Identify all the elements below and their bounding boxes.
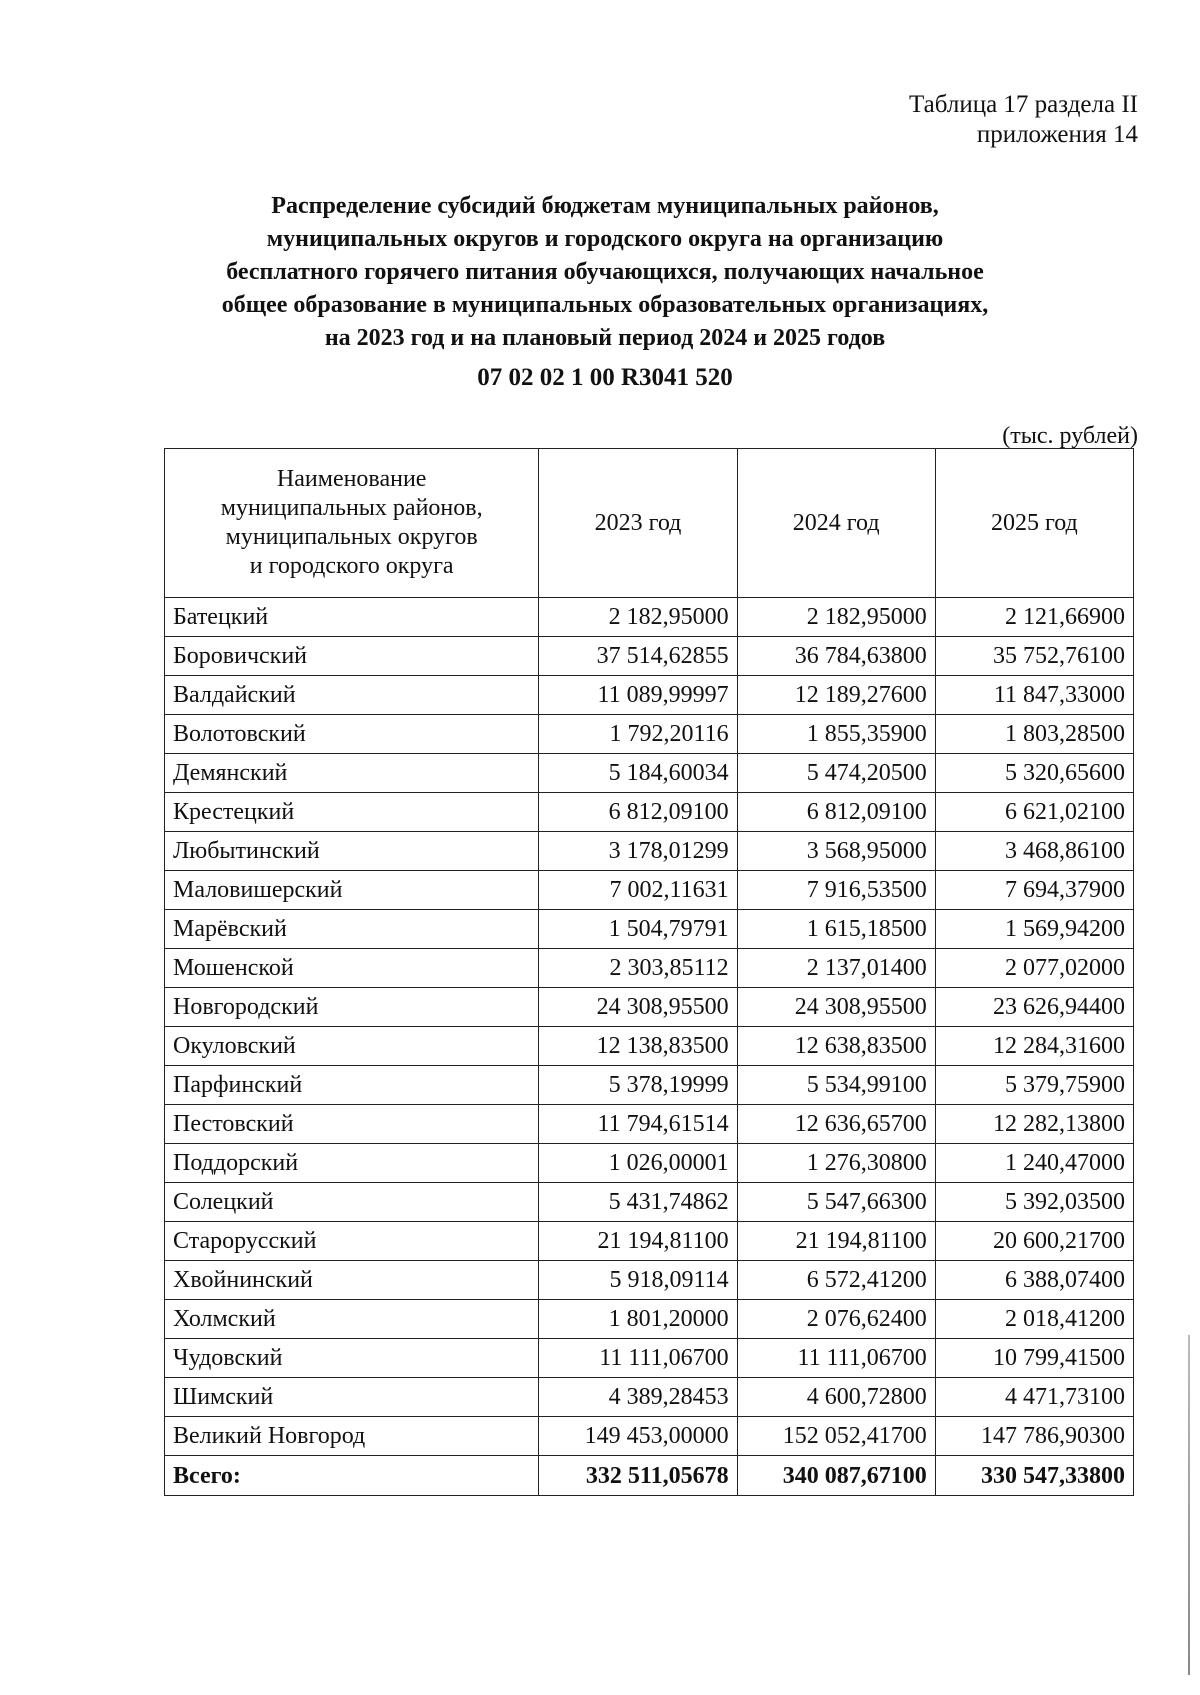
table-row — [165, 637, 1134, 676]
table-row — [165, 1105, 1134, 1144]
table-row — [165, 1417, 1134, 1456]
cell-2024: 6 812,09100 — [737, 793, 935, 832]
cell-2024: 36 784,63800 — [737, 637, 935, 676]
cell-name: Маловишерский — [165, 871, 539, 910]
cell-2023: 1 801,20000 — [539, 1300, 737, 1339]
title-line-4: общее образование в муниципальных образовательных организациях, — [221, 292, 989, 318]
table-row — [165, 1183, 1134, 1222]
cell-2023: 21 194,81100 — [539, 1222, 737, 1261]
cell-2023: 4 389,28453 — [539, 1378, 737, 1417]
cell-2025: 2 077,02000 — [935, 949, 1133, 988]
cell-2024: 21 194,81100 — [737, 1222, 935, 1261]
cell-2023: 5 378,19999 — [539, 1066, 737, 1105]
reference-line-2: приложения 14 — [976, 121, 1138, 148]
cell-2023: 3 178,01299 — [539, 832, 737, 871]
cell-2023: 24 308,95500 — [539, 988, 737, 1027]
table-row — [165, 793, 1134, 832]
cell-2025: 12 282,13800 — [935, 1105, 1133, 1144]
header-name-line-1: Наименование — [276, 466, 427, 492]
cell-name: Крестецкий — [165, 793, 539, 832]
title-line-2: муниципальных округов и городского округа на организацию — [266, 226, 944, 252]
cell-2025: 6 388,07400 — [935, 1261, 1133, 1300]
cell-name: Батецкий — [165, 598, 539, 637]
cell-2025: 2 121,66900 — [935, 598, 1133, 637]
table-row — [165, 832, 1134, 871]
cell-2024: 1 615,18500 — [737, 910, 935, 949]
budget-classification-code: 07 02 02 1 00 R3041 520 — [477, 364, 733, 391]
cell-name: Великий Новгород — [165, 1417, 539, 1456]
cell-2025: 12 284,31600 — [935, 1027, 1133, 1066]
cell-2025: 11 847,33000 — [935, 676, 1133, 715]
cell-2024: 152 052,41700 — [737, 1417, 935, 1456]
cell-name: Старорусский — [165, 1222, 539, 1261]
cell-name: Марёвский — [165, 910, 539, 949]
document-title — [140, 190, 1070, 355]
cell-2023: 1 504,79791 — [539, 910, 737, 949]
cell-name: Холмский — [165, 1300, 539, 1339]
total-2025: 330 547,33800 — [935, 1456, 1133, 1496]
cell-2024: 1 855,35900 — [737, 715, 935, 754]
cell-2023: 2 182,95000 — [539, 598, 737, 637]
table-row — [165, 871, 1134, 910]
table-row — [165, 715, 1134, 754]
cell-2023: 1 026,00001 — [539, 1144, 737, 1183]
cell-2024: 2 076,62400 — [737, 1300, 935, 1339]
header-year-2025: 2025 год — [935, 449, 1133, 598]
title-line-3: бесплатного горячего питания обучающихся, получающих начальное — [226, 259, 984, 285]
cell-2024: 2 137,01400 — [737, 949, 935, 988]
cell-2024: 5 534,99100 — [737, 1066, 935, 1105]
cell-2024: 7 916,53500 — [737, 871, 935, 910]
table-row — [165, 1261, 1134, 1300]
cell-name: Поддорский — [165, 1144, 539, 1183]
cell-2023: 11 794,61514 — [539, 1105, 737, 1144]
subsidy-table — [164, 448, 1134, 1496]
cell-2025: 6 621,02100 — [935, 793, 1133, 832]
table-row — [165, 1222, 1134, 1261]
cell-name: Валдайский — [165, 676, 539, 715]
table-row — [165, 910, 1134, 949]
cell-2023: 5 184,60034 — [539, 754, 737, 793]
cell-name: Хвойнинский — [165, 1261, 539, 1300]
units-label: (тыс. рублей) — [1002, 423, 1138, 449]
cell-2024: 6 572,41200 — [737, 1261, 935, 1300]
cell-2024: 1 276,30800 — [737, 1144, 935, 1183]
cell-2023: 5 431,74862 — [539, 1183, 737, 1222]
total-2023: 332 511,05678 — [539, 1456, 737, 1496]
table-row — [165, 1066, 1134, 1105]
cell-name: Боровичский — [165, 637, 539, 676]
cell-2023: 7 002,11631 — [539, 871, 737, 910]
title-line-5: на 2023 год и на плановый период 2024 и 2025 годов — [324, 325, 886, 351]
table-row — [165, 1027, 1134, 1066]
cell-name: Мошенской — [165, 949, 539, 988]
cell-2024: 3 568,95000 — [737, 832, 935, 871]
cell-2024: 5 474,20500 — [737, 754, 935, 793]
cell-2024: 12 189,27600 — [737, 676, 935, 715]
cell-name: Парфинский — [165, 1066, 539, 1105]
cell-name: Пестовский — [165, 1105, 539, 1144]
table-row — [165, 598, 1134, 637]
cell-2023: 37 514,62855 — [539, 637, 737, 676]
cell-2025: 7 694,37900 — [935, 871, 1133, 910]
cell-2025: 3 468,86100 — [935, 832, 1133, 871]
cell-2025: 20 600,21700 — [935, 1222, 1133, 1261]
cell-2025: 4 471,73100 — [935, 1378, 1133, 1417]
header-year-2024: 2024 год — [737, 449, 935, 598]
cell-2024: 12 636,65700 — [737, 1105, 935, 1144]
cell-name: Окуловский — [165, 1027, 539, 1066]
total-2024: 340 087,67100 — [737, 1456, 935, 1496]
table-reference — [909, 90, 1138, 150]
cell-2025: 147 786,90300 — [935, 1417, 1133, 1456]
cell-2024: 2 182,95000 — [737, 598, 935, 637]
table-total-row — [165, 1456, 1134, 1496]
header-municipality-name — [165, 449, 539, 598]
cell-name: Шимский — [165, 1378, 539, 1417]
header-name-line-3: муниципальных округов — [225, 524, 478, 550]
cell-2025: 35 752,76100 — [935, 637, 1133, 676]
cell-2024: 11 111,06700 — [737, 1339, 935, 1378]
table-row — [165, 676, 1134, 715]
cell-2025: 23 626,94400 — [935, 988, 1133, 1027]
cell-2023: 12 138,83500 — [539, 1027, 737, 1066]
cell-2025: 5 320,65600 — [935, 754, 1133, 793]
cell-2023: 6 812,09100 — [539, 793, 737, 832]
table-row — [165, 1300, 1134, 1339]
cell-name: Солецкий — [165, 1183, 539, 1222]
cell-name: Демянский — [165, 754, 539, 793]
cell-name: Чудовский — [165, 1339, 539, 1378]
cell-2023: 1 792,20116 — [539, 715, 737, 754]
cell-2023: 11 089,99997 — [539, 676, 737, 715]
header-name-line-2: муниципальных районов, — [220, 495, 483, 521]
cell-2024: 5 547,66300 — [737, 1183, 935, 1222]
cell-2025: 1 240,47000 — [935, 1144, 1133, 1183]
table-row — [165, 754, 1134, 793]
cell-2024: 12 638,83500 — [737, 1027, 935, 1066]
cell-2024: 4 600,72800 — [737, 1378, 935, 1417]
cell-name: Новгородский — [165, 988, 539, 1027]
total-label: Всего: — [165, 1456, 539, 1496]
cell-2023: 5 918,09114 — [539, 1261, 737, 1300]
cell-2025: 5 379,75900 — [935, 1066, 1133, 1105]
cell-2025: 1 569,94200 — [935, 910, 1133, 949]
cell-name: Волотовский — [165, 715, 539, 754]
cell-2024: 24 308,95500 — [737, 988, 935, 1027]
table-header-row — [165, 449, 1134, 598]
table-row — [165, 949, 1134, 988]
cell-2025: 5 392,03500 — [935, 1183, 1133, 1222]
header-name-line-4: и городского округа — [249, 553, 454, 579]
scan-edge-artifact — [1188, 1335, 1190, 1675]
cell-2023: 2 303,85112 — [539, 949, 737, 988]
table-row — [165, 1378, 1134, 1417]
table-row — [165, 1339, 1134, 1378]
header-year-2023: 2023 год — [539, 449, 737, 598]
cell-2023: 11 111,06700 — [539, 1339, 737, 1378]
title-line-1: Распределение субсидий бюджетам муниципальных районов, — [271, 193, 939, 219]
cell-name: Любытинский — [165, 832, 539, 871]
cell-2025: 1 803,28500 — [935, 715, 1133, 754]
reference-line-1: Таблица 17 раздела II — [909, 91, 1138, 118]
cell-2025: 10 799,41500 — [935, 1339, 1133, 1378]
table-row — [165, 988, 1134, 1027]
cell-2023: 149 453,00000 — [539, 1417, 737, 1456]
cell-2025: 2 018,41200 — [935, 1300, 1133, 1339]
table-row — [165, 1144, 1134, 1183]
